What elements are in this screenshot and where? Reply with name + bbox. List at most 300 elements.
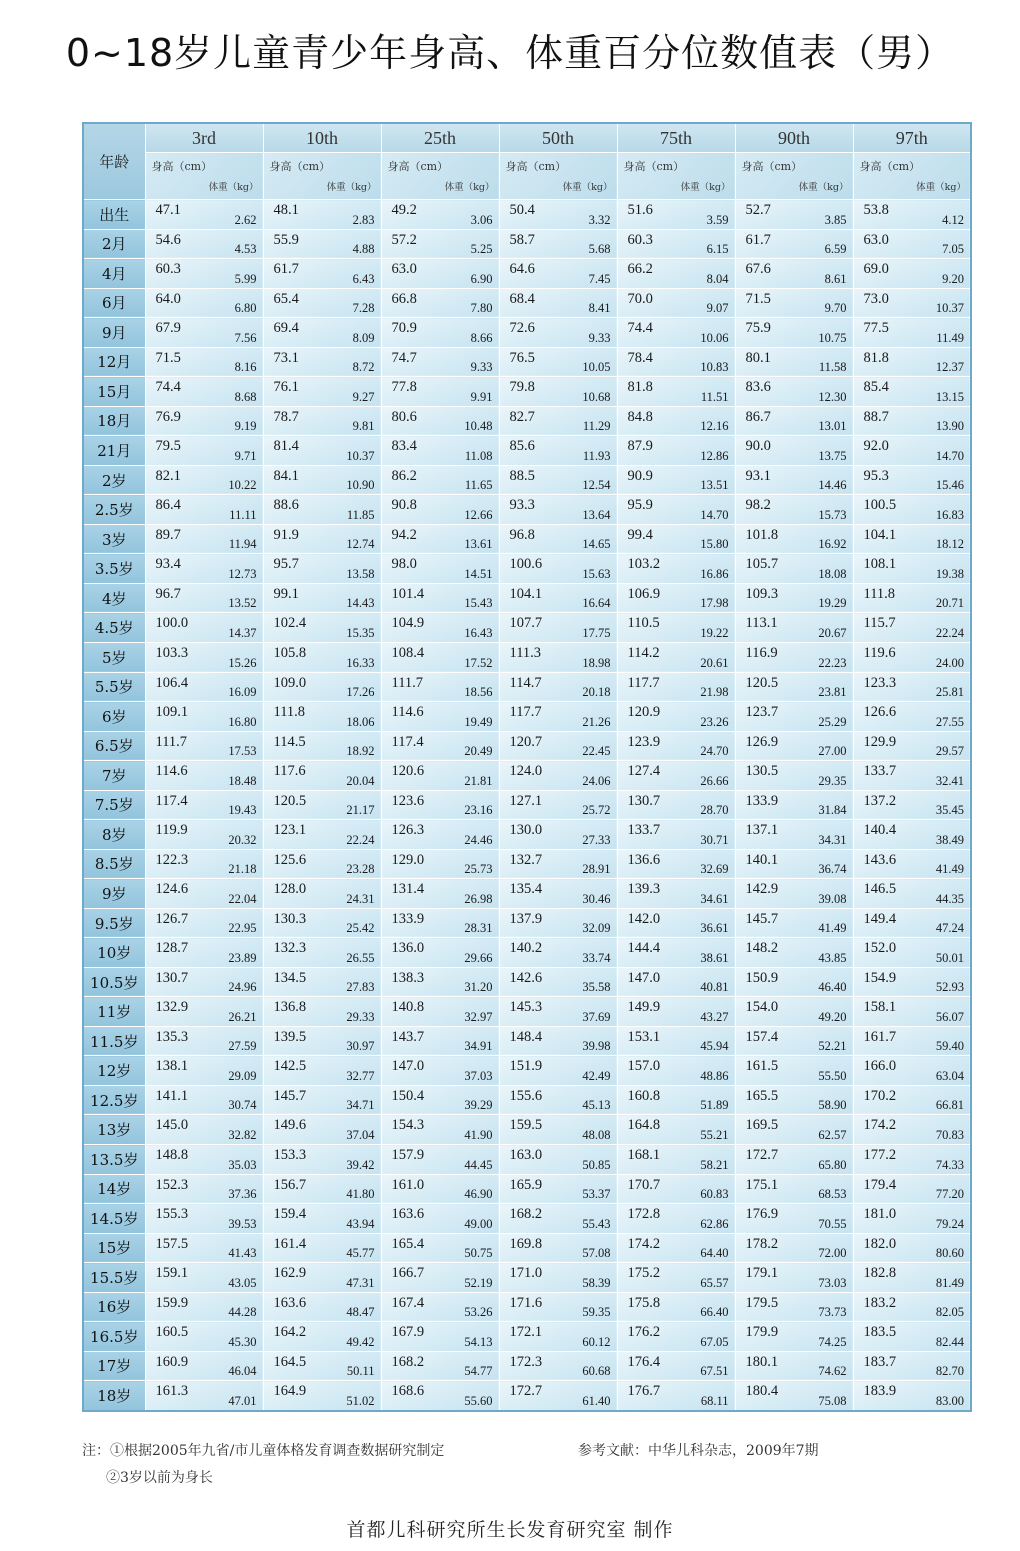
value-cell [617,1351,735,1381]
height-value: 164.5 [273,1353,307,1370]
table-row [83,702,971,732]
weight-value: 10.37 [346,448,375,463]
age-cell: 7岁 [83,761,145,791]
height-value: 142.6 [509,969,543,986]
height-value: 104.9 [391,615,425,632]
unit-header [145,153,263,200]
height-value: 116.9 [745,644,778,661]
weight-value: 27.33 [582,832,611,847]
height-value: 153.1 [627,1028,661,1045]
height-value: 132.3 [273,940,307,957]
value-cell [735,1145,853,1175]
weight-value: 17.53 [228,744,257,759]
table-row [83,642,971,672]
weight-value: 9.33 [470,360,493,375]
unit-header [263,153,381,200]
value-cell [145,849,263,879]
weight-value: 70.55 [818,1216,847,1231]
height-value: 67.9 [155,320,181,337]
unit-header [499,153,617,200]
height-value: 60.3 [627,231,653,248]
height-value: 99.4 [627,526,653,543]
value-cell [499,820,617,850]
value-cell [735,938,853,968]
height-value: 167.4 [391,1294,425,1311]
height-value: 106.9 [627,585,661,602]
height-value: 160.8 [627,1087,661,1104]
value-cell [617,613,735,643]
value-cell [381,997,499,1027]
value-cell [617,790,735,820]
age-cell: 18岁 [83,1381,145,1411]
height-value: 89.7 [155,526,181,543]
height-value: 124.6 [155,881,189,898]
weight-value: 18.12 [935,537,964,552]
value-cell [381,1115,499,1145]
weight-value: 19.22 [700,625,729,640]
value-cell [617,1204,735,1234]
height-value: 111.8 [273,704,306,721]
value-cell [853,259,971,289]
height-value: 166.7 [391,1265,425,1282]
weight-value: 18.48 [228,773,257,788]
weight-value: 50.75 [464,1246,493,1261]
percentile-header: 90th [735,123,853,153]
weight-value: 20.49 [464,744,493,759]
age-cell: 出生 [83,200,145,230]
weight-value: 82.44 [935,1334,964,1349]
weight-value: 16.86 [700,566,729,581]
age-cell: 6岁 [83,702,145,732]
height-value: 143.6 [863,851,897,868]
height-value: 69.0 [863,261,889,278]
value-cell [735,1174,853,1204]
height-value: 179.4 [863,1176,897,1193]
weight-value: 43.27 [700,1009,729,1024]
height-value: 132.7 [509,851,543,868]
height-value: 170.7 [627,1176,661,1193]
height-value: 159.5 [509,1117,543,1134]
value-cell [617,347,735,377]
value-cell [499,554,617,584]
weight-value: 6.80 [234,301,257,316]
weight-value: 24.06 [582,773,611,788]
height-value: 176.2 [627,1324,661,1341]
unit-header [853,153,971,200]
value-cell [735,1381,853,1411]
height-value: 172.3 [509,1353,543,1370]
height-value: 133.7 [627,822,661,839]
height-value: 123.7 [745,704,779,721]
height-value: 126.9 [745,733,779,750]
table-row [83,495,971,525]
weight-value: 25.42 [346,921,375,936]
height-value: 130.0 [509,822,543,839]
value-cell [145,820,263,850]
height-value: 142.9 [745,881,779,898]
value-cell [145,554,263,584]
age-cell: 9.5岁 [83,908,145,938]
weight-value: 52.93 [935,980,964,995]
height-value: 136.8 [273,999,307,1016]
height-value: 152.0 [863,940,897,957]
age-cell: 4岁 [83,583,145,613]
weight-value: 9.70 [824,301,847,316]
weight-value: 39.29 [464,1098,493,1113]
height-value: 104.1 [863,526,897,543]
weight-value: 75.08 [818,1394,847,1408]
weight-value: 32.77 [346,1068,375,1083]
value-cell [145,1351,263,1381]
height-value: 144.4 [627,940,661,957]
value-cell [735,288,853,318]
value-cell [735,702,853,732]
weight-value: 28.31 [464,921,493,936]
height-value: 160.5 [155,1324,189,1341]
value-cell [617,495,735,525]
weight-value: 20.61 [700,655,729,670]
value-cell [381,702,499,732]
value-cell [735,820,853,850]
weight-value: 50.85 [582,1157,611,1172]
weight-value: 48.08 [582,1128,611,1142]
value-cell [145,229,263,259]
weight-value: 41.49 [935,862,964,877]
value-cell [381,967,499,997]
height-value: 93.3 [509,497,535,514]
value-cell [499,229,617,259]
value-cell [853,908,971,938]
height-value: 50.4 [509,202,535,218]
weight-value: 9.71 [234,448,257,463]
value-cell [499,702,617,732]
height-value: 100.5 [863,497,897,514]
age-cell: 5.5岁 [83,672,145,702]
weight-unit-label: 体重（kg） [208,182,259,193]
value-cell [145,672,263,702]
value-cell [499,1263,617,1293]
weight-value: 9.91 [470,389,493,404]
value-cell [853,377,971,407]
height-value: 75.9 [745,320,771,337]
table-row [83,465,971,495]
value-cell [617,1233,735,1263]
percentile-header: 75th [617,123,735,153]
value-cell [381,495,499,525]
height-value: 136.0 [391,940,425,957]
value-cell [853,879,971,909]
height-value: 114.5 [273,733,306,750]
weight-value: 30.97 [346,1039,375,1054]
height-value: 161.0 [391,1176,425,1193]
age-cell: 17岁 [83,1351,145,1381]
value-cell [853,1381,971,1411]
height-value: 66.8 [391,290,417,307]
value-cell [381,1292,499,1322]
height-value: 142.5 [273,1058,307,1075]
value-cell [381,1351,499,1381]
weight-value: 19.38 [935,566,964,581]
height-value: 111.3 [509,644,542,661]
weight-value: 18.98 [582,655,611,670]
table-row [83,288,971,318]
height-value: 129.9 [863,733,897,750]
weight-value: 51.02 [346,1394,375,1408]
weight-value: 25.29 [818,714,847,729]
value-cell [853,1233,971,1263]
weight-value: 6.15 [706,242,729,257]
height-value: 129.0 [391,851,425,868]
value-cell [499,318,617,348]
weight-value: 3.32 [588,212,611,227]
value-cell [263,1115,381,1145]
weight-value: 10.90 [346,478,375,493]
weight-value: 12.66 [464,507,493,522]
height-value: 159.1 [155,1265,189,1282]
value-cell [499,1085,617,1115]
height-value: 86.2 [391,467,417,484]
weight-value: 62.86 [700,1216,729,1231]
weight-value: 46.04 [228,1364,257,1379]
height-value: 154.0 [745,999,779,1016]
weight-value: 37.03 [464,1068,493,1083]
weight-value: 17.52 [464,655,493,670]
height-value: 147.0 [391,1058,425,1075]
value-cell [263,436,381,466]
footnote-2: ②3岁以前为身长 [106,1470,213,1486]
weight-unit-label: 体重（kg） [326,182,377,193]
value-cell [617,524,735,554]
value-cell [263,1085,381,1115]
value-cell [499,1381,617,1411]
value-cell [735,554,853,584]
weight-value: 82.05 [935,1305,964,1320]
height-value: 111.8 [863,585,896,602]
height-value: 55.9 [273,231,299,248]
value-cell [617,702,735,732]
value-cell [263,524,381,554]
value-cell [263,908,381,938]
weight-value: 7.28 [352,301,375,316]
table-row [83,1174,971,1204]
weight-value: 14.65 [582,537,611,552]
value-cell [499,1056,617,1086]
weight-value: 24.70 [700,744,729,759]
weight-value: 29.66 [464,950,493,965]
value-cell [263,1174,381,1204]
weight-value: 18.06 [346,714,375,729]
value-cell [499,524,617,554]
weight-value: 45.94 [700,1039,729,1054]
weight-value: 9.20 [942,271,964,286]
value-cell [499,790,617,820]
value-cell [853,347,971,377]
weight-value: 23.16 [464,803,493,818]
weight-value: 9.19 [234,419,257,434]
age-cell: 12.5岁 [83,1085,145,1115]
weight-value: 11.93 [582,448,611,463]
weight-value: 8.04 [706,271,729,286]
producer-credit: 首都儿科研究所生长发育研究室 制作 [346,1519,674,1541]
value-cell [381,790,499,820]
height-value: 99.1 [273,585,299,602]
weight-value: 15.26 [228,655,257,670]
value-cell [735,495,853,525]
height-value: 109.0 [273,674,307,691]
value-cell [263,465,381,495]
height-value: 148.4 [509,1028,543,1045]
value-cell [853,1263,971,1293]
height-value: 53.8 [863,202,889,218]
weight-value: 10.06 [700,330,729,345]
weight-value: 41.43 [228,1246,257,1261]
height-value: 157.5 [155,1235,189,1252]
height-value: 143.7 [391,1028,425,1045]
weight-value: 13.61 [464,537,493,552]
weight-value: 12.74 [346,537,375,552]
value-cell [617,1115,735,1145]
value-cell [617,1026,735,1056]
value-cell [381,288,499,318]
height-value: 77.8 [391,379,417,396]
weight-value: 27.59 [228,1039,257,1054]
height-value: 87.9 [627,438,653,455]
value-cell [853,731,971,761]
value-cell [617,288,735,318]
table-row [83,524,971,554]
height-value: 148.2 [745,940,779,957]
height-value: 86.4 [155,497,181,514]
weight-value: 27.83 [346,980,375,995]
value-cell [499,761,617,791]
height-value: 148.8 [155,1147,189,1163]
weight-value: 77.20 [935,1187,964,1202]
value-cell [853,790,971,820]
page-title: 0~18岁儿童青少年身高、体重百分位数值表（男） [65,31,955,75]
value-cell [263,583,381,613]
value-cell [499,997,617,1027]
weight-value: 25.81 [935,685,964,700]
weight-value: 22.24 [935,625,964,640]
weight-value: 64.40 [700,1246,729,1261]
height-value: 81.4 [273,438,299,455]
weight-value: 81.49 [935,1275,964,1290]
height-value: 142.0 [627,910,661,927]
value-cell [617,1056,735,1086]
weight-value: 23.89 [228,950,257,965]
height-value: 48.1 [273,202,299,218]
value-cell [499,1174,617,1204]
table-row [83,200,971,230]
height-value: 183.5 [863,1324,897,1341]
table-row [83,1292,971,1322]
height-value: 90.0 [745,438,771,455]
height-value: 161.5 [745,1058,779,1075]
table-row [83,1026,971,1056]
weight-value: 22.95 [228,921,257,936]
height-value: 105.8 [273,644,307,661]
height-value: 79.8 [509,379,535,396]
value-cell [617,1292,735,1322]
height-value: 81.8 [863,349,889,366]
height-value: 120.7 [509,733,543,750]
height-value: 101.8 [745,526,779,543]
value-cell [617,672,735,702]
value-cell [853,436,971,466]
height-value: 154.9 [863,969,897,986]
height-value: 161.4 [273,1235,307,1252]
weight-value: 44.35 [935,891,964,906]
weight-value: 47.01 [228,1394,257,1408]
value-cell [853,613,971,643]
height-value: 151.9 [509,1058,543,1075]
value-cell [853,702,971,732]
height-value: 117.4 [155,792,188,809]
weight-value: 12.37 [935,360,964,375]
value-cell [381,938,499,968]
value-cell [735,613,853,643]
value-cell [263,1322,381,1352]
weight-value: 22.23 [818,655,847,670]
weight-value: 16.80 [228,714,257,729]
weight-value: 35.58 [582,980,611,995]
weight-value: 57.08 [582,1246,611,1261]
height-value: 156.7 [273,1176,307,1193]
value-cell [853,642,971,672]
height-value: 83.4 [391,438,417,455]
height-value: 123.3 [863,674,897,691]
weight-value: 50.11 [346,1364,375,1379]
value-cell [263,1263,381,1293]
height-value: 95.3 [863,467,889,484]
height-value: 164.8 [627,1117,661,1134]
height-value: 145.0 [155,1117,189,1134]
height-value: 182.8 [863,1265,897,1282]
height-value: 170.2 [863,1087,897,1104]
value-cell [853,288,971,318]
value-cell [853,554,971,584]
height-value: 126.7 [155,910,189,927]
table-row [83,1322,971,1352]
weight-value: 28.91 [582,862,611,877]
weight-value: 34.71 [346,1098,375,1113]
weight-value: 16.09 [228,685,257,700]
value-cell [735,436,853,466]
weight-value: 16.64 [582,596,611,611]
value-cell [735,1085,853,1115]
weight-value: 21.81 [464,773,493,788]
table-body [83,200,971,1412]
percentile-header: 25th [381,123,499,153]
height-value: 175.1 [745,1176,779,1193]
table-row [83,1233,971,1263]
weight-value: 12.16 [700,419,729,434]
height-value: 162.9 [273,1265,307,1282]
value-cell [735,200,853,230]
value-cell [735,524,853,554]
value-cell [263,318,381,348]
height-value: 172.7 [509,1383,543,1400]
value-cell [617,820,735,850]
weight-value: 74.62 [818,1364,847,1379]
value-cell [381,1381,499,1411]
value-cell [263,1026,381,1056]
weight-value: 13.01 [818,419,847,434]
height-unit-label: 身高（cm） [151,160,213,173]
height-value: 159.4 [273,1206,307,1223]
weight-value: 54.13 [464,1334,493,1349]
value-cell [853,672,971,702]
